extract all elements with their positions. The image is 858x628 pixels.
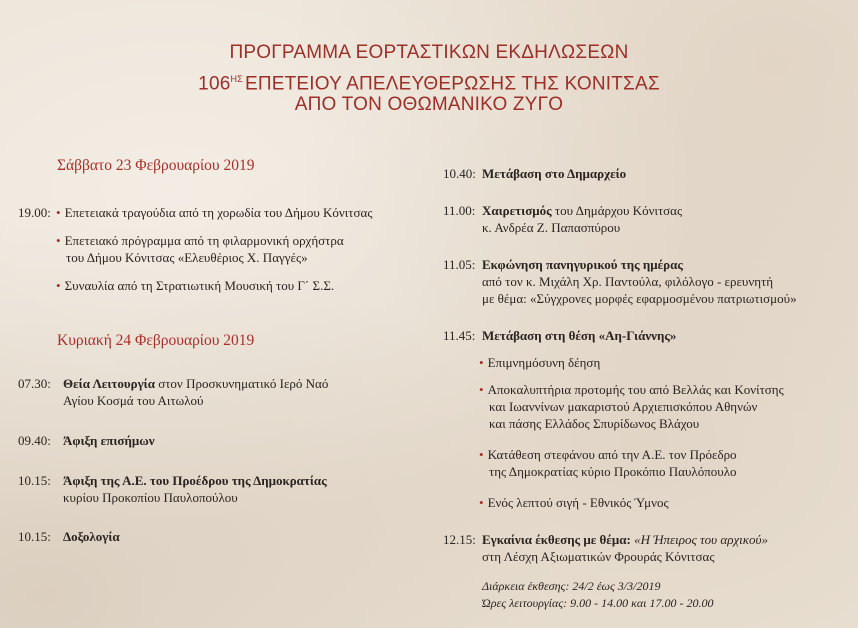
bullet-icon: • xyxy=(56,278,61,293)
right-r4-item-2-text: Αποκαλυπτήρια προτομής του από Βελλάς και Κονίτσης xyxy=(487,382,784,397)
sunday-e1 xyxy=(63,375,328,392)
right-r4-item-4 xyxy=(479,494,669,511)
right-r4-item-3-line-2: της Δημοκρατίας κύριο Προκόπιο Παυλόπουλο xyxy=(489,464,737,479)
right-r5-time: 12.15: xyxy=(443,532,476,547)
bullet-icon: • xyxy=(479,355,484,370)
right-r4-item-3-text: Κατάθεση στεφάνου από την Α.Ε. τον Πρόεδρο xyxy=(487,447,737,462)
bullet-icon: • xyxy=(479,382,484,397)
right-r4-item-1-text: Επιμνημόσυνη δέηση xyxy=(487,355,601,370)
saturday-item-3-text: Συναυλία από τη Στρατιωτική Μουσική του Γ΄ Σ.Σ. xyxy=(64,278,335,293)
right-r5-text: «Η Ήπειρος του αρχικού» xyxy=(630,532,768,547)
right-r3-time: 11.05: xyxy=(443,257,476,272)
sunday-e4-time: 10.15: xyxy=(18,529,51,544)
sunday-e1-line-2: Αγίου Κοσμά του Αιτωλού xyxy=(63,393,204,408)
bullet-icon: • xyxy=(479,447,484,462)
right-r5-title: Εγκαίνια έκθεσης με θέμα: xyxy=(482,532,631,547)
right-r2-time: 11.00: xyxy=(443,203,476,218)
right-r4-item-2-line-2: και Ιωαννίνων μακαριστού Αρχιεπισκόπου Αθηνών xyxy=(489,399,758,414)
sunday-e3: Άφιξη της Α.Ε. του Προέδρου της Δημοκρατίας xyxy=(63,473,327,488)
sunday-e2-time: 09.40: xyxy=(18,433,51,448)
right-r2 xyxy=(482,202,682,219)
right-r4-item-1 xyxy=(479,354,600,371)
sunday-e2: Άφιξη επισήμων xyxy=(63,433,155,448)
title-line-2-text: ΕΠΕΤΕΙΟΥ ΑΠΕΛΕΥΘΕΡΩΣΗΣ ΤΗΣ ΚΟΝΙΤΣΑΣ xyxy=(244,73,660,95)
sunday-e3-line-2: κυρίου Προκοπίου Παυλοπούλου xyxy=(63,490,238,505)
saturday-item-3 xyxy=(56,277,334,294)
saturday-item-2 xyxy=(56,232,344,249)
right-r2-text: του Δημάρχου Κόνιτσας xyxy=(551,203,683,218)
right-r4-item-2 xyxy=(479,381,784,398)
sunday-e3-time: 10.15: xyxy=(18,473,51,488)
right-r5-line-2: στη Λέσχη Αξιωματικών Φρουράς Κόνιτσας xyxy=(482,549,715,564)
sunday-heading: Κυριακή 24 Φεβρουαρίου 2019 xyxy=(57,332,255,349)
title-line-1: ΠΡΟΓΡΑΜΜΑ ΕΟΡΤΑΣΤΙΚΩΝ ΕΚΔΗΛΩΣΕΩΝ xyxy=(229,42,629,63)
right-r2-title: Χαιρετισμός xyxy=(482,203,552,218)
right-r4-item-2-line-3: και πάσης Ελλάδος Σπυρίδωνος Βλάχου xyxy=(489,416,700,431)
title-number: 106 xyxy=(198,73,231,95)
saturday-heading: Σάββατο 23 Φεβρουαρίου 2019 xyxy=(57,157,255,174)
saturday-item-2-line-2: του Δήμου Κόνιτσας «Ελευθέριος Χ. Παγγές» xyxy=(66,250,308,265)
bullet-icon: • xyxy=(56,205,61,220)
saturday-time: 19.00: xyxy=(18,205,51,220)
title-ordinal-suffix: ΗΣ xyxy=(230,74,243,84)
right-r5 xyxy=(482,531,768,548)
title-line-3: ΑΠΟ ΤΟΝ ΟΘΩΜΑΝΙΚΟ ΖΥΓΟ xyxy=(294,94,564,115)
right-r4-time: 11.45: xyxy=(443,328,476,343)
exhibition-duration: Διάρκεια έκθεσης: 24/2 έως 3/3/2019 xyxy=(482,579,661,593)
saturday-item-2-text: Επετειακό πρόγραμμα από τη φιλαρμονική ορχήστρα xyxy=(64,233,344,248)
right-r4-item-3 xyxy=(479,446,737,463)
sunday-e1-title: Θεία Λειτουργία xyxy=(63,376,155,391)
right-r1-time: 10.40: xyxy=(443,166,476,181)
saturday-item-1 xyxy=(56,204,372,221)
sunday-e1-time: 07.30: xyxy=(18,376,51,391)
sunday-e1-text: στον Προσκυνηματικό Ιερό Ναό xyxy=(154,376,329,391)
right-r3: Εκφώνηση πανηγυρικού της ημέρας xyxy=(482,257,683,272)
right-r4-item-4-text: Ενός λεπτού σιγή - Εθνικός Ύμνος xyxy=(487,495,669,510)
bullet-icon: • xyxy=(479,495,484,510)
right-r2-line-2: κ. Ανδρέα Ζ. Παπασπύρου xyxy=(482,220,621,235)
right-r4: Μετάβαση στη θέση «Αη-Γιάννης» xyxy=(482,328,677,343)
right-r3-line-3: με θέμα: «Σύγχρονες μορφές εφαρμοσμένου πατριωτισμού» xyxy=(482,291,797,306)
bullet-icon: • xyxy=(56,233,61,248)
saturday-item-1-text: Επετειακά τραγούδια από τη χορωδία του Δήμου Κόνιτσας xyxy=(64,205,373,220)
sunday-e4: Δοξολογία xyxy=(63,529,120,544)
right-r1: Μετάβαση στο Δημαρχείο xyxy=(482,166,627,181)
exhibition-hours: Ώρες λειτουργίας: 9.00 - 14.00 και 17.00 - 20.00 xyxy=(482,596,714,610)
right-r3-line-2: από τον κ. Μιχάλη Χρ. Παντούλα, φιλόλογο - ερευνητή xyxy=(482,274,774,289)
